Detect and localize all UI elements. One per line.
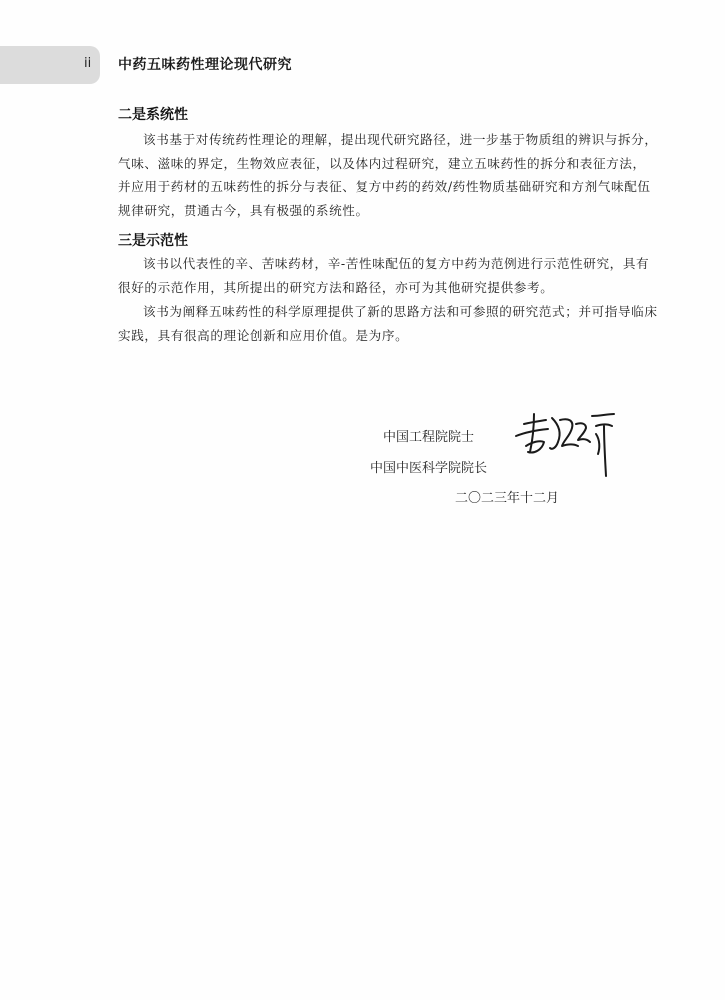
paragraph-exemplary: 该书以代表性的辛、苦味药材，辛-苦性味配伍的复方中药为范例进行示范性研究，具有很好的示范作用，其所提出的研究方法和路径，亦可为其他研究提供参考。 [118, 256, 650, 295]
section-heading-exemplary: 三是示范性 [118, 233, 188, 249]
signer-title-president: 中国中医科学院院长 [370, 461, 488, 476]
page-number: ii [84, 56, 92, 71]
paragraph-systematic: 该书基于对传统药性理论的理解，提出现代研究路径，进一步基于物质组的辨识与拆分，气味、滋味的界定，生物效应表征，以及体内过程研究，建立五味药性的拆分和表征方法，并应用于药材的五味药性的拆分与表征、复方中药的药效/药性物质基础研究和方剂气味配伍规律研究，贯通古今，具有极强的系统性。 [118, 132, 658, 218]
paragraph-conclusion: 该书为阐释五味药性的科学原理提供了新的思路方法和可参照的研究范式；并可指导临床实践，具有很高的理论创新和应用价值。是为序。 [118, 304, 658, 343]
running-header-title: 中药五味药性理论现代研究 [118, 57, 292, 73]
signer-title-academician: 中国工程院院士 [383, 430, 475, 445]
handwritten-signature [512, 402, 622, 482]
section-heading-systematic: 二是系统性 [118, 107, 188, 123]
signature-date: 二〇二三年十二月 [455, 491, 560, 506]
